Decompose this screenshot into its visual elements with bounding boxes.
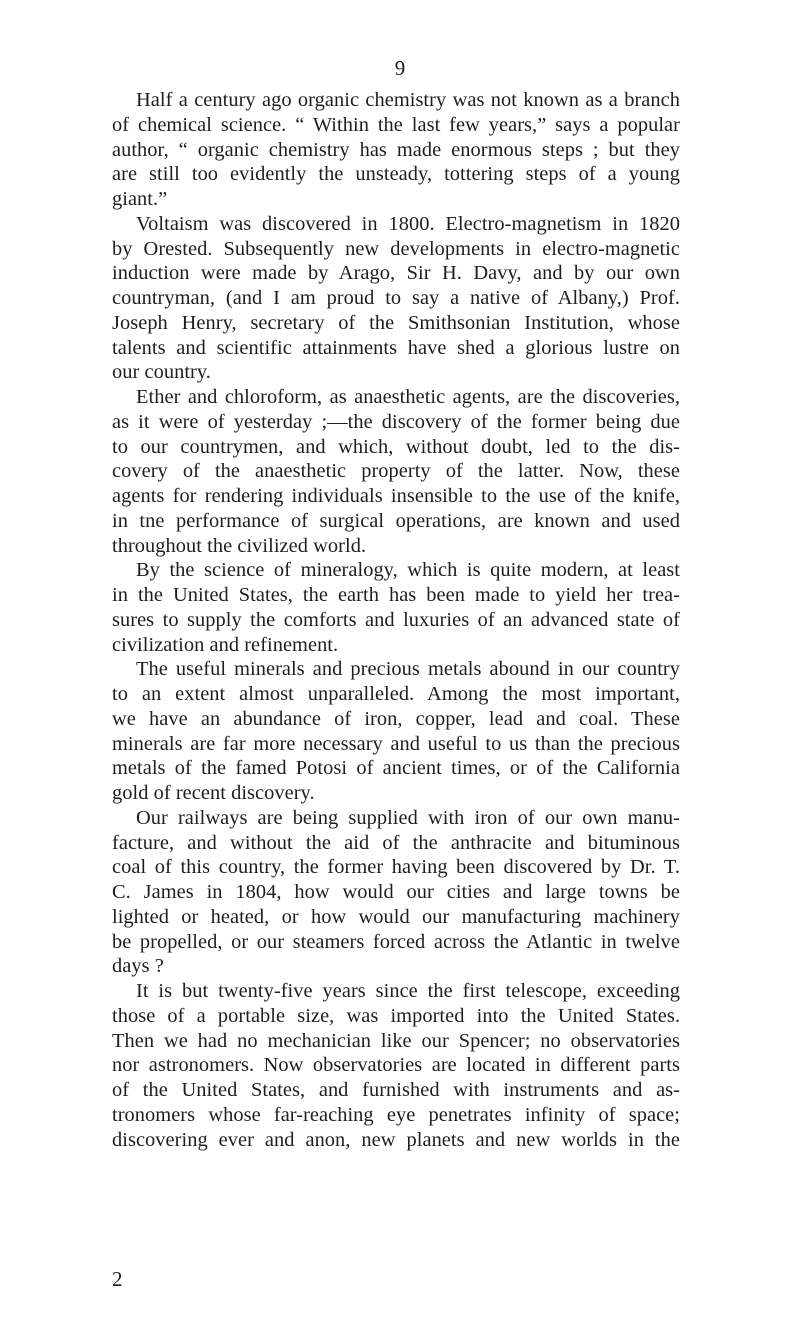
- text-line: civilization and refinement.: [112, 633, 339, 656]
- text-line: Ether and chloroform, as anaesthetic agents, are the discoveries,: [136, 386, 680, 408]
- text-line: of the United States, and furnished with instruments and as-: [112, 1079, 680, 1101]
- text-line: agents for rendering individuals insensible to the use of the knife,: [112, 485, 680, 507]
- text-line: tronomers whose far-reaching eye penetrates infinity of space;: [112, 1103, 680, 1126]
- text-line: author, “ organic chemistry has made enormous steps ; but they: [112, 138, 680, 161]
- text-line: in the United States, the earth has been made to yield her trea-: [112, 584, 680, 606]
- text-line: are still too evidently the unsteady, tottering steps of a young: [112, 163, 680, 186]
- text-line: Voltaism was discovered in 1800. Electro-magnetism in 1820: [136, 212, 680, 235]
- page-number: 9: [394, 56, 406, 80]
- text-line: C. James in 1804, how would our cities and large towns be: [112, 881, 680, 903]
- text-line: of chemical science. “ Within the last few years,” says a popular: [112, 113, 680, 136]
- text-line: throughout the civilized world.: [112, 534, 367, 557]
- text-line: minerals are far more necessary and useful to us than the precious: [112, 732, 680, 755]
- text-line: giant.”: [112, 188, 168, 210]
- paragraph: [112, 558, 680, 657]
- text-line: coal of this country, the former having been discovered by Dr. T.: [112, 856, 680, 879]
- text-line: sures to supply the comforts and luxuries of an advanced state of: [112, 608, 680, 631]
- signature-mark: 2: [112, 1267, 123, 1291]
- text-line: Joseph Henry, secretary of the Smithsonian Institution, whose: [112, 311, 680, 334]
- text-line: covery of the anaesthetic property of the latter. Now, these: [112, 460, 680, 483]
- text-line: Half a century ago organic chemistry was not known as a branch: [136, 89, 680, 111]
- text-line: lighted or heated, or how would our manufacturing machinery: [112, 905, 680, 928]
- text-line: facture, and without the aid of the anthracite and bituminous: [112, 831, 680, 854]
- paragraph: [112, 385, 680, 558]
- text-line: discovering ever and anon, new planets and new worlds in the: [112, 1128, 680, 1151]
- paragraph: [112, 88, 680, 212]
- text-line: days ?: [112, 955, 164, 978]
- text-line: Then we had no mechanician like our Spencer; no observatories: [112, 1029, 680, 1052]
- text-line: talents and scientific attainments have shed a glorious lustre on: [112, 336, 680, 359]
- text-line: be propelled, or our steamers forced across the Atlantic in twelve: [112, 930, 680, 953]
- paragraph: [112, 657, 680, 806]
- text-line: by Orested. Subsequently new developments in electro-magnetic: [112, 237, 680, 260]
- body-text: [112, 88, 680, 1152]
- text-line: nor astronomers. Now observatories are located in different parts: [112, 1054, 680, 1077]
- text-line: gold of recent discovery.: [112, 782, 315, 804]
- text-line: countryman, (and I am proud to say a native of Albany,) Prof.: [112, 287, 680, 309]
- text-line: Our railways are being supplied with iron of our own manu-: [136, 806, 680, 829]
- paragraph: [112, 979, 680, 1152]
- text-line: we have an abundance of iron, copper, lead and coal. These: [112, 707, 680, 730]
- text-line: our country.: [112, 361, 211, 384]
- text-line: induction were made by Arago, Sir H. Davy, and by our own: [112, 262, 680, 285]
- paragraph: [112, 212, 680, 385]
- text-line: It is but twenty-five years since the first telescope, exceeding: [136, 980, 680, 1002]
- text-line: in tne performance of surgical operations, are known and used: [112, 509, 680, 532]
- text-line: those of a portable size, was imported into the United States.: [112, 1004, 680, 1027]
- text-line: The useful minerals and precious metals abound in our country: [136, 658, 680, 681]
- text-line: metals of the famed Potosi of ancient times, or of the California: [112, 757, 680, 780]
- text-line: as it were of yesterday ;—the discovery of the former being due: [112, 410, 680, 433]
- paragraph: [112, 806, 680, 979]
- text-line: to our countrymen, and which, without doubt, led to the dis-: [112, 435, 680, 458]
- text-line: to an extent almost unparalleled. Among the most important,: [112, 683, 680, 705]
- text-line: By the science of mineralogy, which is quite modern, at least: [136, 559, 680, 582]
